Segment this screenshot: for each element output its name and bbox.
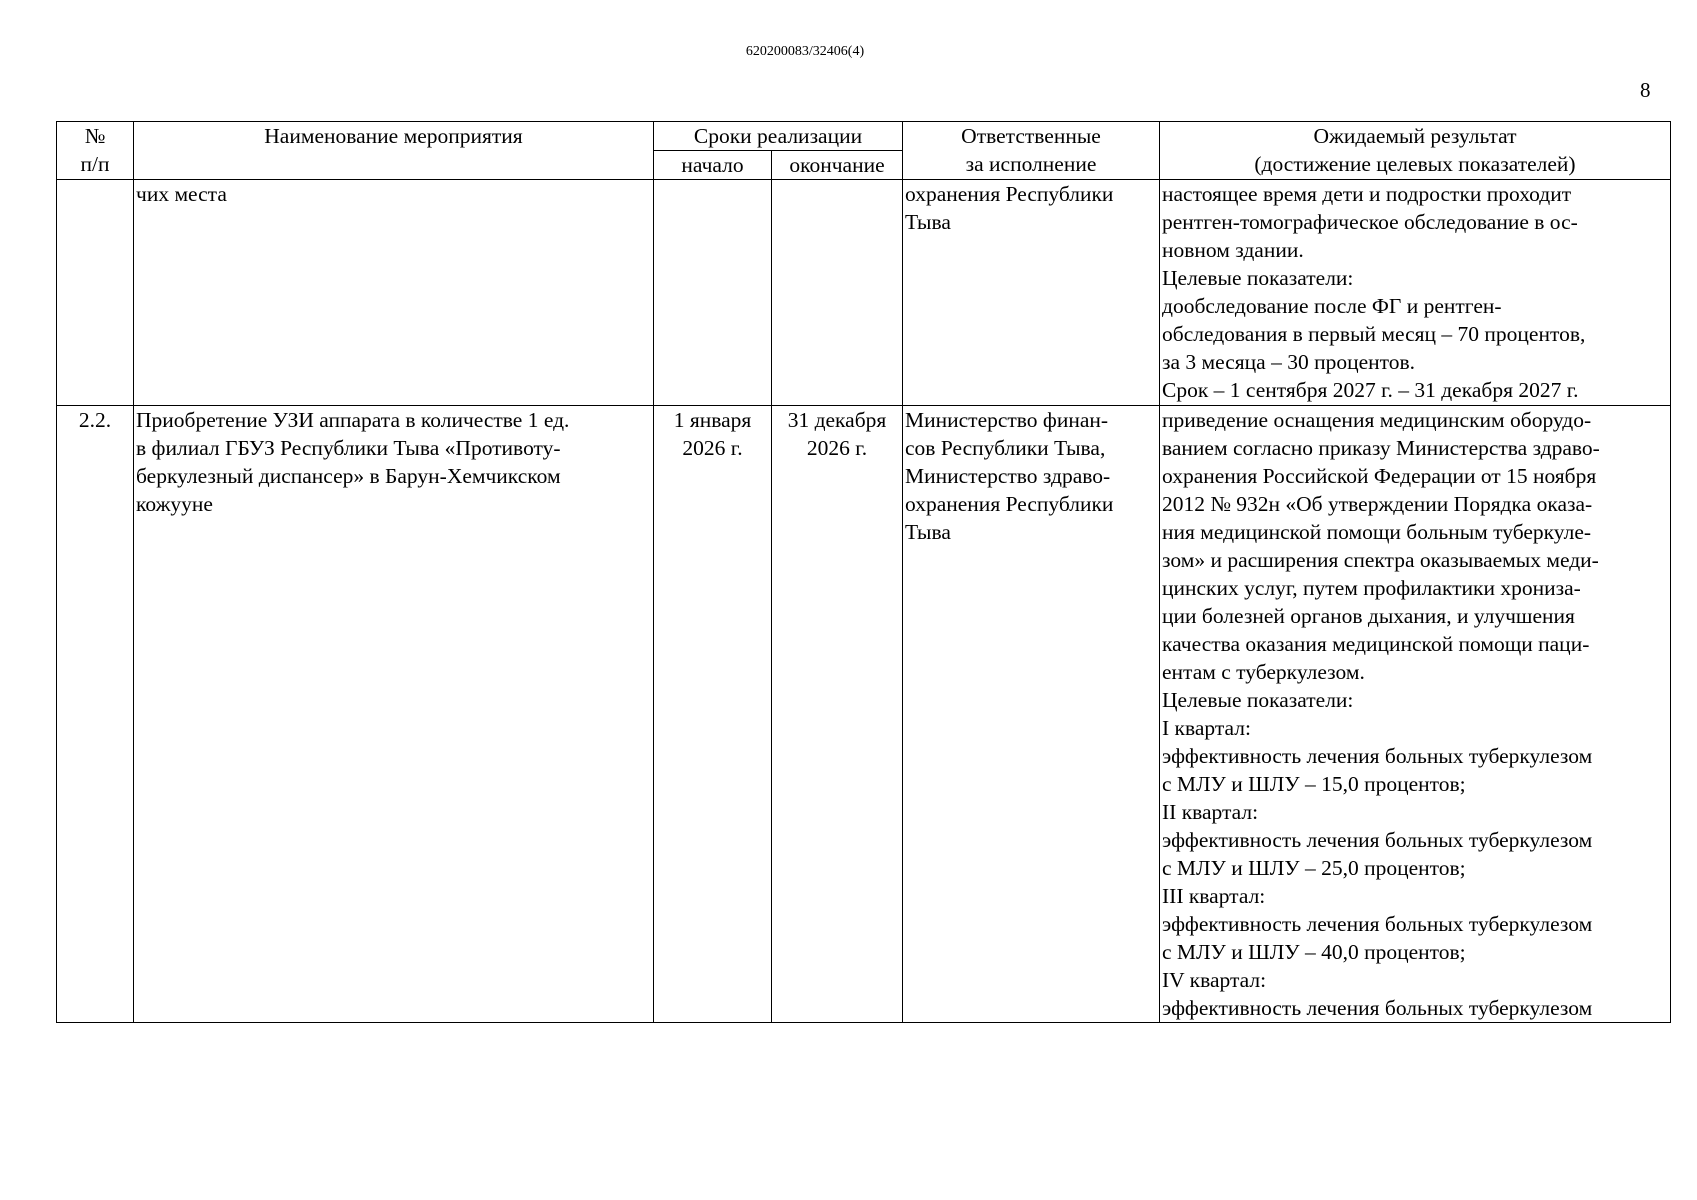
cell-text-line: Тыва bbox=[905, 210, 951, 234]
cell-number bbox=[57, 180, 134, 406]
header-responsible-line1: Ответственные bbox=[961, 124, 1101, 148]
cell-text-line: Тыва bbox=[905, 520, 951, 544]
cell-text-line: новном здании. bbox=[1162, 238, 1304, 262]
cell-text-line: обследования в первый месяц – 70 процентов, bbox=[1162, 322, 1586, 346]
cell-text-line: рентген-томографическое обследование в ос- bbox=[1162, 210, 1578, 234]
header-expected-result bbox=[1160, 122, 1671, 180]
cell-start-date bbox=[654, 180, 772, 406]
cell-text-line: ентам с туберкулезом. bbox=[1162, 660, 1365, 684]
header-responsible bbox=[903, 122, 1160, 180]
header-timeline: Сроки реализации bbox=[654, 122, 903, 151]
cell-text-line: I квартал: bbox=[1162, 716, 1251, 740]
cell-text-line: беркулезный диспансер» в Барун-Хемчикском bbox=[136, 464, 561, 488]
cell-text-line: качества оказания медицинской помощи паци- bbox=[1162, 632, 1590, 656]
cell-text-line: зом» и расширения спектра оказываемых меди- bbox=[1162, 548, 1599, 572]
cell-text-line: Целевые показатели: bbox=[1162, 688, 1354, 712]
header-activity-name bbox=[134, 122, 654, 180]
document-id: 620200083/32406(4) bbox=[745, 44, 865, 59]
cell-text-line: сов Республики Тыва, bbox=[905, 436, 1106, 460]
cell-responsible bbox=[903, 406, 1160, 1023]
header-start: начало bbox=[654, 151, 772, 180]
cell-text-line: охранения Республики bbox=[905, 492, 1114, 516]
cell-text-line: Целевые показатели: bbox=[1162, 266, 1354, 290]
table-header-row bbox=[57, 122, 1671, 151]
cell-text-line: охранения Республики bbox=[905, 182, 1114, 206]
header-activity-name-text: Наименование мероприятия bbox=[264, 124, 523, 148]
action-plan-table bbox=[56, 121, 1671, 1023]
header-result-line2: (достижение целевых показателей) bbox=[1254, 152, 1576, 176]
cell-text-line: ции болезней органов дыхания, и улучшения bbox=[1162, 604, 1575, 628]
cell-text-line: II квартал: bbox=[1162, 800, 1259, 824]
cell-text-line: ванием согласно приказу Министерства здраво- bbox=[1162, 436, 1600, 460]
cell-text-line: дообследование после ФГ и рентген- bbox=[1162, 294, 1502, 318]
cell-text-line: IV квартал: bbox=[1162, 968, 1267, 992]
cell-end-date bbox=[772, 180, 903, 406]
header-number-symbol: № bbox=[84, 124, 106, 148]
header-result-line1: Ожидаемый результат bbox=[1313, 124, 1517, 148]
cell-text: 2.2. bbox=[78, 408, 112, 432]
table-row bbox=[57, 406, 1671, 1023]
cell-activity-name bbox=[134, 180, 654, 406]
cell-end-date bbox=[772, 406, 903, 1023]
cell-activity-name bbox=[134, 406, 654, 1023]
cell-text-line: эффективность лечения больных туберкулезом bbox=[1162, 912, 1593, 936]
cell-text-line: охранения Российской Федерации от 15 ноября bbox=[1162, 464, 1597, 488]
cell-text-line: за 3 месяца – 30 процентов. bbox=[1162, 350, 1416, 374]
cell-text-line: 2026 г. bbox=[682, 436, 743, 460]
table-row bbox=[57, 180, 1671, 406]
cell-number bbox=[57, 406, 134, 1023]
cell-responsible bbox=[903, 180, 1160, 406]
cell-text-line: с МЛУ и ШЛУ – 15,0 процентов; bbox=[1162, 772, 1466, 796]
cell-text-line: эффективность лечения больных туберкулезом bbox=[1162, 828, 1593, 852]
cell-text-line: чих места bbox=[136, 182, 227, 206]
cell-text-line: с МЛУ и ШЛУ – 25,0 процентов; bbox=[1162, 856, 1466, 880]
cell-text-line: Приобретение УЗИ аппарата в количестве 1 ед. bbox=[136, 408, 570, 432]
cell-text-line: Министерство финан- bbox=[905, 408, 1109, 432]
cell-text-line: кожууне bbox=[136, 492, 213, 516]
cell-text-line: приведение оснащения медицинским оборудо- bbox=[1162, 408, 1592, 432]
cell-text-line: 1 января bbox=[673, 408, 752, 432]
cell-text-line: в филиал ГБУЗ Республики Тыва «Противоту- bbox=[136, 436, 561, 460]
cell-expected-result bbox=[1160, 406, 1671, 1023]
header-number bbox=[57, 122, 134, 180]
cell-text-line: 2026 г. bbox=[806, 436, 868, 460]
cell-text-line: III квартал: bbox=[1162, 884, 1266, 908]
cell-text-line: эффективность лечения больных туберкулезом bbox=[1162, 744, 1593, 768]
cell-text-line: эффективность лечения больных туберкулезом bbox=[1162, 996, 1593, 1020]
cell-text-line: ния медицинской помощи больным туберкуле- bbox=[1162, 520, 1592, 544]
cell-text-line: Срок – 1 сентября 2027 г. – 31 декабря 2027 г. bbox=[1162, 378, 1579, 402]
cell-text-line: с МЛУ и ШЛУ – 40,0 процентов; bbox=[1162, 940, 1466, 964]
header-number-abbrev: п/п bbox=[80, 152, 110, 176]
page-number: 8 bbox=[1640, 78, 1651, 102]
cell-expected-result bbox=[1160, 180, 1671, 406]
cell-text-line: 2012 № 932н «Об утверждении Порядка оказа- bbox=[1162, 492, 1593, 516]
cell-text-line: 31 декабря bbox=[787, 408, 887, 432]
table-body bbox=[57, 180, 1671, 1023]
cell-text-line: Министерство здраво- bbox=[905, 464, 1111, 488]
cell-start-date bbox=[654, 406, 772, 1023]
cell-text-line: настоящее время дети и подростки проходит bbox=[1162, 182, 1572, 206]
cell-text-line: цинских услуг, путем профилактики хрониза- bbox=[1162, 576, 1581, 600]
header-end: окончание bbox=[772, 151, 903, 180]
header-responsible-line2: за исполнение bbox=[965, 152, 1097, 176]
